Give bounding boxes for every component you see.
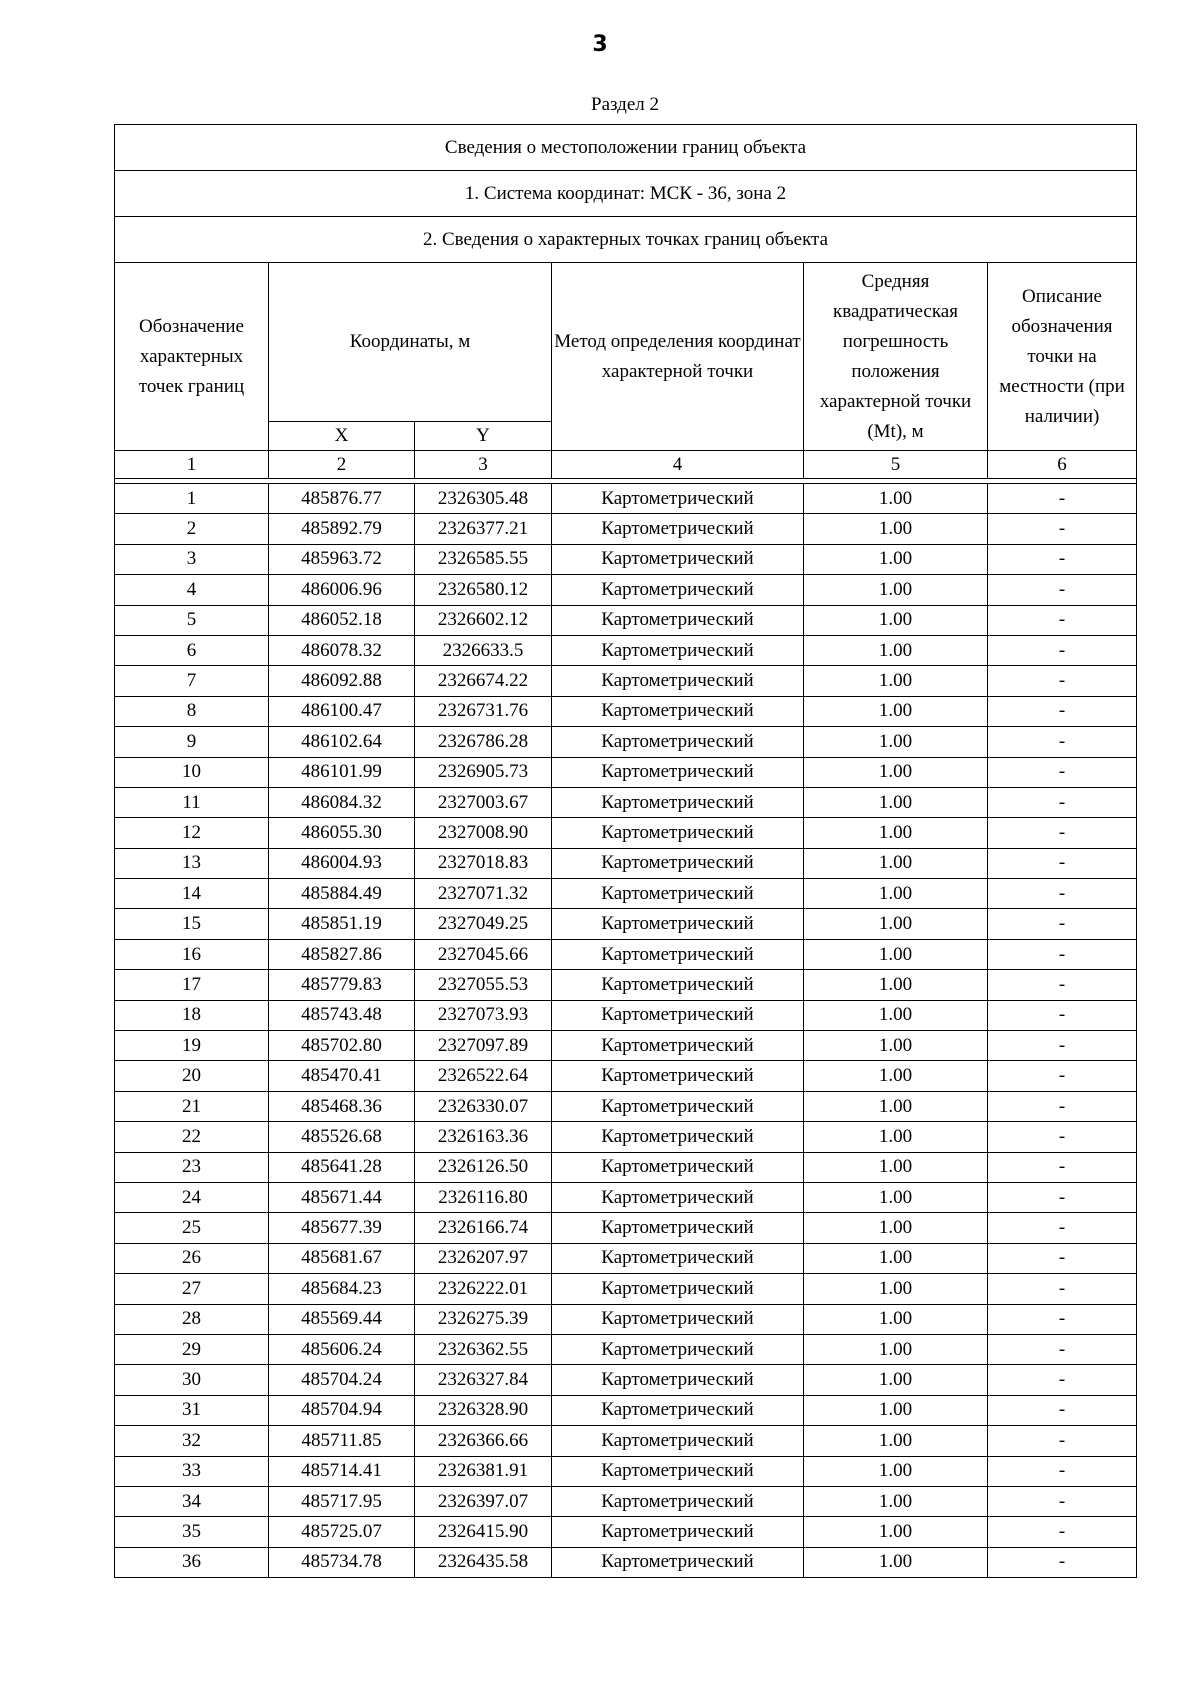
cell-method: Картометрический <box>552 757 804 787</box>
cell-error: 1.00 <box>804 1122 988 1152</box>
cell-y: 2326580.12 <box>415 575 552 605</box>
cell-point-number: 35 <box>115 1517 269 1547</box>
cell-method: Картометрический <box>552 848 804 878</box>
cell-error: 1.00 <box>804 605 988 635</box>
cell-method: Картометрический <box>552 909 804 939</box>
cell-description: - <box>988 1091 1137 1121</box>
section-title: Раздел 2 <box>591 94 659 115</box>
table-row <box>115 1243 1137 1273</box>
table-row <box>115 787 1137 817</box>
column-number: 6 <box>988 451 1137 479</box>
cell-error: 1.00 <box>804 1304 988 1334</box>
column-number: 3 <box>415 451 552 479</box>
cell-point-number: 21 <box>115 1091 269 1121</box>
cell-method: Картометрический <box>552 1182 804 1212</box>
cell-method: Картометрический <box>552 696 804 726</box>
table-title-row <box>115 125 1137 171</box>
cell-method: Картометрический <box>552 1486 804 1516</box>
cell-y: 2327071.32 <box>415 879 552 909</box>
cell-y: 2326327.84 <box>415 1365 552 1395</box>
cell-y: 2326522.64 <box>415 1061 552 1091</box>
cell-error: 1.00 <box>804 1365 988 1395</box>
table-row <box>115 635 1137 665</box>
cell-point-number: 29 <box>115 1334 269 1364</box>
cell-x: 485779.83 <box>269 970 415 1000</box>
cell-error: 1.00 <box>804 909 988 939</box>
cell-description: - <box>988 1152 1137 1182</box>
cell-error: 1.00 <box>804 1000 988 1030</box>
cell-y: 2326275.39 <box>415 1304 552 1334</box>
table-row <box>115 939 1137 969</box>
cell-point-number: 31 <box>115 1395 269 1425</box>
cell-y: 2327008.90 <box>415 818 552 848</box>
header-row <box>115 263 1137 422</box>
cell-method: Картометрический <box>552 605 804 635</box>
cell-description: - <box>988 1031 1137 1061</box>
coordinate-system: 1. Система координат: МСК - 36, зона 2 <box>115 171 1137 217</box>
cell-description: - <box>988 1000 1137 1030</box>
cell-method: Картометрический <box>552 1031 804 1061</box>
cell-point-number: 36 <box>115 1547 269 1577</box>
cell-point-number: 19 <box>115 1031 269 1061</box>
cell-method: Картометрический <box>552 1000 804 1030</box>
cell-description: - <box>988 1213 1137 1243</box>
cell-description: - <box>988 666 1137 696</box>
cell-method: Картометрический <box>552 514 804 544</box>
cell-x: 485677.39 <box>269 1213 415 1243</box>
cell-error: 1.00 <box>804 879 988 909</box>
cell-point-number: 12 <box>115 818 269 848</box>
cell-point-number: 8 <box>115 696 269 726</box>
cell-point-number: 5 <box>115 605 269 635</box>
header-method: Метод определения координат характерной точки <box>552 263 804 451</box>
cell-point-number: 24 <box>115 1182 269 1212</box>
cell-method: Картометрический <box>552 1091 804 1121</box>
cell-point-number: 11 <box>115 787 269 817</box>
cell-error: 1.00 <box>804 1517 988 1547</box>
cell-error: 1.00 <box>804 818 988 848</box>
coordinate-system-row <box>115 171 1137 217</box>
cell-error: 1.00 <box>804 939 988 969</box>
cell-error: 1.00 <box>804 1213 988 1243</box>
cell-x: 486101.99 <box>269 757 415 787</box>
cell-point-number: 25 <box>115 1213 269 1243</box>
cell-x: 485671.44 <box>269 1182 415 1212</box>
cell-error: 1.00 <box>804 635 988 665</box>
cell-method: Картометрический <box>552 727 804 757</box>
table-title: Сведения о местоположении границ объекта <box>115 125 1137 171</box>
cell-point-number: 3 <box>115 544 269 574</box>
header-coordinates: Координаты, м <box>269 263 552 422</box>
cell-error: 1.00 <box>804 1334 988 1364</box>
cell-point-number: 18 <box>115 1000 269 1030</box>
cell-y: 2327049.25 <box>415 909 552 939</box>
cell-method: Картометрический <box>552 1365 804 1395</box>
cell-x: 485641.28 <box>269 1152 415 1182</box>
cell-method: Картометрический <box>552 787 804 817</box>
cell-x: 485702.80 <box>269 1031 415 1061</box>
cell-method: Картометрический <box>552 1061 804 1091</box>
cell-error: 1.00 <box>804 1395 988 1425</box>
column-number-row <box>115 451 1137 479</box>
cell-error: 1.00 <box>804 1031 988 1061</box>
cell-x: 486006.96 <box>269 575 415 605</box>
cell-x: 485569.44 <box>269 1304 415 1334</box>
cell-x: 486100.47 <box>269 696 415 726</box>
page-number: 3 <box>592 32 608 57</box>
cell-description: - <box>988 635 1137 665</box>
table-row <box>115 1122 1137 1152</box>
cell-method: Картометрический <box>552 1395 804 1425</box>
cell-x: 485827.86 <box>269 939 415 969</box>
table-row <box>115 1486 1137 1516</box>
cell-point-number: 26 <box>115 1243 269 1273</box>
cell-y: 2326786.28 <box>415 727 552 757</box>
cell-y: 2326126.50 <box>415 1152 552 1182</box>
cell-y: 2326207.97 <box>415 1243 552 1273</box>
cell-point-number: 27 <box>115 1274 269 1304</box>
column-number: 1 <box>115 451 269 479</box>
cell-y: 2326397.07 <box>415 1486 552 1516</box>
cell-error: 1.00 <box>804 1274 988 1304</box>
cell-description: - <box>988 575 1137 605</box>
cell-description: - <box>988 848 1137 878</box>
cell-description: - <box>988 544 1137 574</box>
cell-method: Картометрический <box>552 1243 804 1273</box>
cell-point-number: 2 <box>115 514 269 544</box>
column-number: 5 <box>804 451 988 479</box>
cell-y: 2327045.66 <box>415 939 552 969</box>
cell-method: Картометрический <box>552 818 804 848</box>
cell-x: 485468.36 <box>269 1091 415 1121</box>
table-row <box>115 696 1137 726</box>
table-row <box>115 909 1137 939</box>
cell-error: 1.00 <box>804 575 988 605</box>
cell-x: 486004.93 <box>269 848 415 878</box>
cell-y: 2326305.48 <box>415 484 552 514</box>
table-row <box>115 1000 1137 1030</box>
table-row <box>115 879 1137 909</box>
cell-method: Картометрический <box>552 1456 804 1486</box>
cell-y: 2326362.55 <box>415 1334 552 1364</box>
cell-point-number: 1 <box>115 484 269 514</box>
cell-point-number: 4 <box>115 575 269 605</box>
cell-point-number: 16 <box>115 939 269 969</box>
cell-method: Картометрический <box>552 970 804 1000</box>
cell-x: 485717.95 <box>269 1486 415 1516</box>
cell-y: 2326366.66 <box>415 1426 552 1456</box>
cell-point-number: 20 <box>115 1061 269 1091</box>
table-row <box>115 1547 1137 1577</box>
table-body <box>115 125 1137 1578</box>
cell-y: 2326585.55 <box>415 544 552 574</box>
cell-x: 486084.32 <box>269 787 415 817</box>
cell-method: Картометрический <box>552 939 804 969</box>
cell-point-number: 15 <box>115 909 269 939</box>
cell-description: - <box>988 1122 1137 1152</box>
cell-description: - <box>988 1395 1137 1425</box>
cell-x: 485606.24 <box>269 1334 415 1364</box>
cell-point-number: 17 <box>115 970 269 1000</box>
cell-method: Картометрический <box>552 1426 804 1456</box>
table-row <box>115 1517 1137 1547</box>
cell-x: 485704.94 <box>269 1395 415 1425</box>
cell-y: 2327073.93 <box>415 1000 552 1030</box>
cell-error: 1.00 <box>804 1456 988 1486</box>
cell-method: Картометрический <box>552 635 804 665</box>
cell-x: 485884.49 <box>269 879 415 909</box>
cell-x: 485851.19 <box>269 909 415 939</box>
header-x: X <box>269 422 415 451</box>
cell-error: 1.00 <box>804 1426 988 1456</box>
cell-description: - <box>988 970 1137 1000</box>
cell-point-number: 34 <box>115 1486 269 1516</box>
cell-error: 1.00 <box>804 1547 988 1577</box>
cell-point-number: 9 <box>115 727 269 757</box>
table-row <box>115 1334 1137 1364</box>
cell-error: 1.00 <box>804 484 988 514</box>
cell-method: Картометрический <box>552 666 804 696</box>
table-row <box>115 1152 1137 1182</box>
cell-y: 2326116.80 <box>415 1182 552 1212</box>
cell-error: 1.00 <box>804 1182 988 1212</box>
table-row <box>115 1304 1137 1334</box>
cell-description: - <box>988 1334 1137 1364</box>
cell-x: 485470.41 <box>269 1061 415 1091</box>
cell-description: - <box>988 484 1137 514</box>
column-number: 4 <box>552 451 804 479</box>
cell-y: 2326602.12 <box>415 605 552 635</box>
table-row <box>115 575 1137 605</box>
cell-y: 2326222.01 <box>415 1274 552 1304</box>
table-row <box>115 514 1137 544</box>
cell-error: 1.00 <box>804 1486 988 1516</box>
cell-error: 1.00 <box>804 970 988 1000</box>
cell-y: 2327018.83 <box>415 848 552 878</box>
cell-error: 1.00 <box>804 514 988 544</box>
cell-y: 2327055.53 <box>415 970 552 1000</box>
cell-error: 1.00 <box>804 1152 988 1182</box>
cell-description: - <box>988 757 1137 787</box>
cell-error: 1.00 <box>804 848 988 878</box>
cell-point-number: 14 <box>115 879 269 909</box>
cell-description: - <box>988 939 1137 969</box>
cell-x: 485714.41 <box>269 1456 415 1486</box>
cell-x: 486078.32 <box>269 635 415 665</box>
cell-description: - <box>988 1365 1137 1395</box>
table-row <box>115 1395 1137 1425</box>
table-row <box>115 544 1137 574</box>
cell-x: 485526.68 <box>269 1122 415 1152</box>
cell-y: 2326377.21 <box>415 514 552 544</box>
cell-error: 1.00 <box>804 1061 988 1091</box>
cell-method: Картометрический <box>552 1304 804 1334</box>
header-y: Y <box>415 422 552 451</box>
cell-description: - <box>988 1243 1137 1273</box>
table-row <box>115 970 1137 1000</box>
table-row <box>115 1182 1137 1212</box>
cell-x: 485711.85 <box>269 1426 415 1456</box>
cell-point-number: 33 <box>115 1456 269 1486</box>
cell-method: Картометрический <box>552 1517 804 1547</box>
cell-description: - <box>988 1486 1137 1516</box>
cell-point-number: 28 <box>115 1304 269 1334</box>
cell-error: 1.00 <box>804 544 988 574</box>
cell-y: 2326381.91 <box>415 1456 552 1486</box>
cell-description: - <box>988 605 1137 635</box>
cell-point-number: 30 <box>115 1365 269 1395</box>
cell-description: - <box>988 1061 1137 1091</box>
cell-method: Картометрический <box>552 879 804 909</box>
cell-method: Картометрический <box>552 484 804 514</box>
cell-point-number: 7 <box>115 666 269 696</box>
header-point-designation: Обозначение характерных точек границ <box>115 263 269 451</box>
cell-description: - <box>988 1426 1137 1456</box>
cell-y: 2326163.36 <box>415 1122 552 1152</box>
points-heading: 2. Сведения о характерных точках границ объекта <box>115 217 1137 263</box>
cell-y: 2326330.07 <box>415 1091 552 1121</box>
cell-x: 485892.79 <box>269 514 415 544</box>
table-row <box>115 727 1137 757</box>
cell-x: 485704.24 <box>269 1365 415 1395</box>
cell-y: 2326905.73 <box>415 757 552 787</box>
cell-description: - <box>988 879 1137 909</box>
header-description: Описание обозначения точки на местности (при наличии) <box>988 263 1137 451</box>
cell-point-number: 13 <box>115 848 269 878</box>
table-row <box>115 484 1137 514</box>
cell-point-number: 6 <box>115 635 269 665</box>
cell-y: 2327003.67 <box>415 787 552 817</box>
cell-method: Картометрический <box>552 1547 804 1577</box>
cell-method: Картометрический <box>552 1122 804 1152</box>
cell-y: 2326435.58 <box>415 1547 552 1577</box>
cell-x: 486102.64 <box>269 727 415 757</box>
cell-description: - <box>988 696 1137 726</box>
cell-x: 485734.78 <box>269 1547 415 1577</box>
cell-point-number: 10 <box>115 757 269 787</box>
points-heading-row <box>115 217 1137 263</box>
cell-error: 1.00 <box>804 787 988 817</box>
cell-x: 485684.23 <box>269 1274 415 1304</box>
table-row <box>115 1426 1137 1456</box>
table-row <box>115 1456 1137 1486</box>
cell-y: 2326633.5 <box>415 635 552 665</box>
cell-description: - <box>988 1182 1137 1212</box>
table-row <box>115 1274 1137 1304</box>
cell-point-number: 32 <box>115 1426 269 1456</box>
cell-error: 1.00 <box>804 757 988 787</box>
cell-error: 1.00 <box>804 727 988 757</box>
cell-error: 1.00 <box>804 1243 988 1273</box>
cell-x: 485681.67 <box>269 1243 415 1273</box>
cell-description: - <box>988 1517 1137 1547</box>
table-row <box>115 848 1137 878</box>
table-row <box>115 666 1137 696</box>
cell-method: Картометрический <box>552 544 804 574</box>
cell-description: - <box>988 1456 1137 1486</box>
cell-x: 485725.07 <box>269 1517 415 1547</box>
cell-x: 486052.18 <box>269 605 415 635</box>
table-row <box>115 1213 1137 1243</box>
table-row <box>115 1091 1137 1121</box>
column-number: 2 <box>269 451 415 479</box>
cell-x: 486055.30 <box>269 818 415 848</box>
table-row <box>115 757 1137 787</box>
cell-y: 2326328.90 <box>415 1395 552 1425</box>
cell-y: 2326415.90 <box>415 1517 552 1547</box>
cell-description: - <box>988 727 1137 757</box>
header-error: Средняя квадратическая погрешность положения характерной точки (Mt), м <box>804 263 988 451</box>
cell-description: - <box>988 1304 1137 1334</box>
cell-description: - <box>988 818 1137 848</box>
cell-method: Картометрический <box>552 1274 804 1304</box>
cell-description: - <box>988 787 1137 817</box>
cell-point-number: 23 <box>115 1152 269 1182</box>
cell-y: 2326674.22 <box>415 666 552 696</box>
boundary-points-table <box>114 124 1137 1578</box>
table-row <box>115 1365 1137 1395</box>
table-row <box>115 605 1137 635</box>
cell-description: - <box>988 514 1137 544</box>
cell-x: 485963.72 <box>269 544 415 574</box>
cell-point-number: 22 <box>115 1122 269 1152</box>
cell-error: 1.00 <box>804 1091 988 1121</box>
cell-error: 1.00 <box>804 666 988 696</box>
cell-error: 1.00 <box>804 696 988 726</box>
cell-x: 485743.48 <box>269 1000 415 1030</box>
cell-method: Картометрический <box>552 575 804 605</box>
table-row <box>115 1031 1137 1061</box>
cell-description: - <box>988 1274 1137 1304</box>
table-row <box>115 1061 1137 1091</box>
cell-y: 2326731.76 <box>415 696 552 726</box>
cell-x: 485876.77 <box>269 484 415 514</box>
cell-y: 2327097.89 <box>415 1031 552 1061</box>
cell-method: Картометрический <box>552 1334 804 1364</box>
cell-description: - <box>988 1547 1137 1577</box>
cell-description: - <box>988 909 1137 939</box>
cell-y: 2326166.74 <box>415 1213 552 1243</box>
cell-x: 486092.88 <box>269 666 415 696</box>
table-row <box>115 818 1137 848</box>
cell-method: Картометрический <box>552 1152 804 1182</box>
cell-method: Картометрический <box>552 1213 804 1243</box>
